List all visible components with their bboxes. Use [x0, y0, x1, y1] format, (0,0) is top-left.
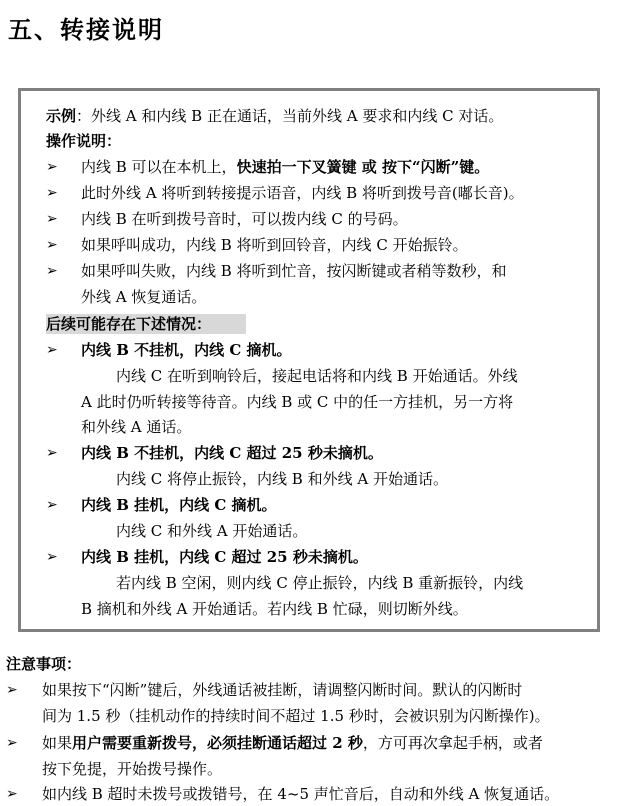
- bullet-arrow-icon: ➢: [46, 159, 58, 175]
- bullet-arrow-icon: ➢: [46, 497, 58, 513]
- bullet-arrow-icon: ➢: [46, 549, 58, 565]
- case-heading: 内线 B 不挂机，内线 C 摘机。: [81, 341, 292, 359]
- bullet-arrow-icon: ➢: [46, 445, 58, 461]
- note-item: 如果按下“闪断”键后，外线通话被挂断，请调整闪断时间。默认的闪断时: [42, 681, 523, 699]
- case-text: 若内线 B 空闲，则内线 C 停止振铃，内线 B 重新振铃，内线: [116, 574, 524, 592]
- bullet-arrow-icon: ➢: [46, 342, 58, 358]
- item-bold-text: 快速拍一下叉簧键 或 按下“闪断”键。: [236, 158, 490, 176]
- case-text: B 摘机和外线 A 开始通话。若内线 B 忙碌，则切断外线。: [81, 600, 468, 618]
- case-heading: 内线 B 挂机，内线 C 摘机。: [81, 496, 277, 514]
- bullet-arrow-icon: ➢: [46, 211, 58, 227]
- bullet-arrow-icon: ➢: [6, 735, 18, 751]
- bullet-arrow-icon: ➢: [46, 263, 58, 279]
- item-text: 内线 B 可以在本机上，: [81, 158, 237, 176]
- example-label: 示例: [46, 107, 77, 125]
- note-item-continuation: 按下免提，开始拨号操作。: [42, 760, 223, 778]
- case-text: 内线 C 和外线 A 开始通话。: [116, 522, 308, 540]
- note-text: ，方可再次拿起手柄，或者: [362, 734, 543, 752]
- note-item: 如内线 B 超时未拨号或拨错号，在 4~5 声忙音后，自动和外线 A 恢复通话。: [42, 785, 560, 803]
- note-item: [42, 733, 543, 753]
- list-item: 此时外线 A 将听到转接提示语音，内线 B 将听到拨号音(嘟长音)。: [81, 184, 524, 202]
- note-item-continuation: 间为 1.5 秒（挂机动作的持续时间不超过 1.5 秒时，会被识别为闪断操作)。: [42, 707, 550, 725]
- note-bold-text: 用户需要重新拨号，必须挂断通话超过 2 秒: [72, 734, 363, 752]
- note-text: 如果: [42, 734, 73, 752]
- list-item: 如果呼叫失败，内线 B 将听到忙音，按闪断键或者稍等数秒，和: [81, 262, 507, 280]
- list-item: 内线 B 在听到拨号音时，可以拨内线 C 的号码。: [81, 210, 408, 228]
- case-text: 和外线 A 通话。: [81, 418, 192, 436]
- followup-title: 后续可能存在下述情况：: [46, 314, 246, 334]
- bullet-arrow-icon: ➢: [46, 237, 58, 253]
- example-text: ：外线 A 和内线 B 正在通话，当前外线 A 要求和内线 C 对话。: [76, 107, 504, 125]
- case-heading: 内线 B 不挂机，内线 C 超过 25 秒未摘机。: [81, 444, 383, 462]
- list-item: [81, 157, 489, 177]
- page-title: 五、转接说明: [8, 16, 164, 44]
- bullet-arrow-icon: ➢: [6, 682, 18, 698]
- example-line: [46, 106, 503, 126]
- list-item: 如果呼叫成功，内线 B 将听到回铃音，内线 C 开始振铃。: [81, 236, 468, 254]
- notes-title: 注意事项：: [6, 655, 82, 673]
- bullet-arrow-icon: ➢: [6, 786, 18, 802]
- list-item-continuation: 外线 A 恢复通话。: [81, 288, 207, 306]
- bullet-arrow-icon: ➢: [46, 185, 58, 201]
- operations-title: 操作说明：: [46, 132, 122, 150]
- case-text: 内线 C 在听到响铃后，接起电话将和内线 B 开始通话。外线: [116, 367, 518, 385]
- case-heading: 内线 B 挂机，内线 C 超过 25 秒未摘机。: [81, 548, 368, 566]
- case-text: 内线 C 将停止振铃，内线 B 和外线 A 开始通话。: [116, 470, 448, 488]
- case-text: A 此时仍听转接等待音。内线 B 或 C 中的任一方挂机，另一方将: [81, 393, 514, 411]
